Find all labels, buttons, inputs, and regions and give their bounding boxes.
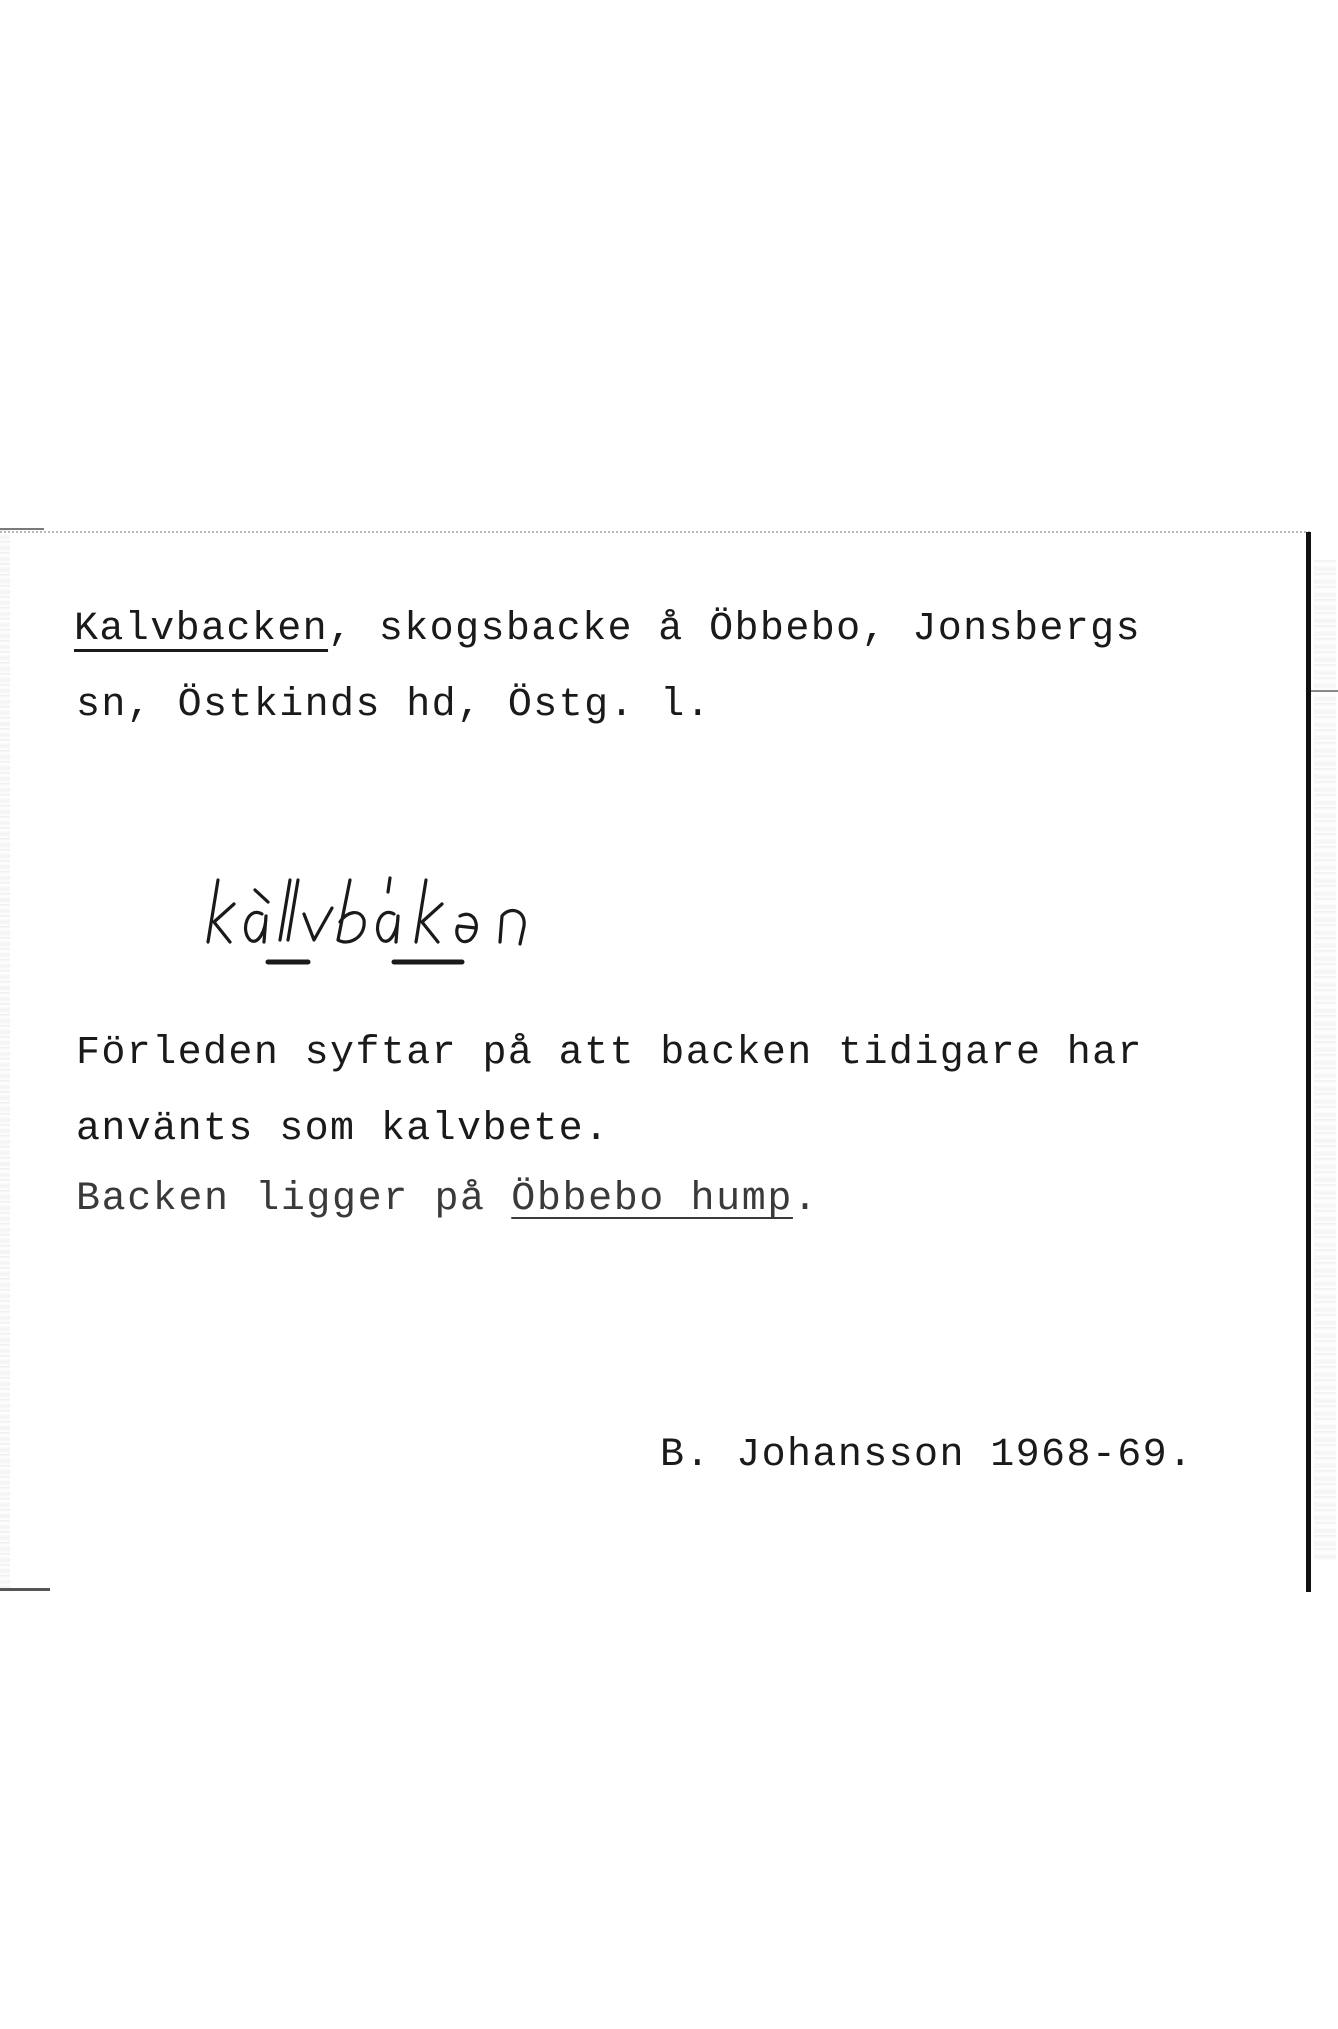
place-name-underlined: Öbbebo hump [511, 1177, 793, 1222]
note-line-3-start: Backen ligger på [76, 1177, 512, 1222]
scan-edge-texture-left [0, 530, 10, 1590]
note-line-3 [76, 1177, 819, 1222]
entry-line-2: sn, Östkinds hd, Östg. l. [76, 683, 712, 728]
note-line-1: Förleden syftar på att backen tidigare har [76, 1031, 1143, 1076]
pronunciation-handwritten [200, 850, 580, 970]
card-top-edge [0, 531, 1310, 534]
note-line-2: använts som kalvbete. [76, 1107, 610, 1152]
headword: Kalvbacken [74, 607, 329, 652]
scan-edge-texture-right [1314, 560, 1336, 1560]
card-top-left-mark [0, 528, 44, 530]
card-bottom-left-mark [0, 1588, 50, 1591]
card-right-mark [1311, 690, 1338, 692]
entry-line-1 [74, 607, 1141, 652]
entry-location: , skogsbacke å Öbbebo, Jonsbergs [328, 607, 1141, 652]
signature: B. Johansson 1968-69. [660, 1433, 1194, 1478]
note-line-3-end: . [792, 1177, 819, 1222]
